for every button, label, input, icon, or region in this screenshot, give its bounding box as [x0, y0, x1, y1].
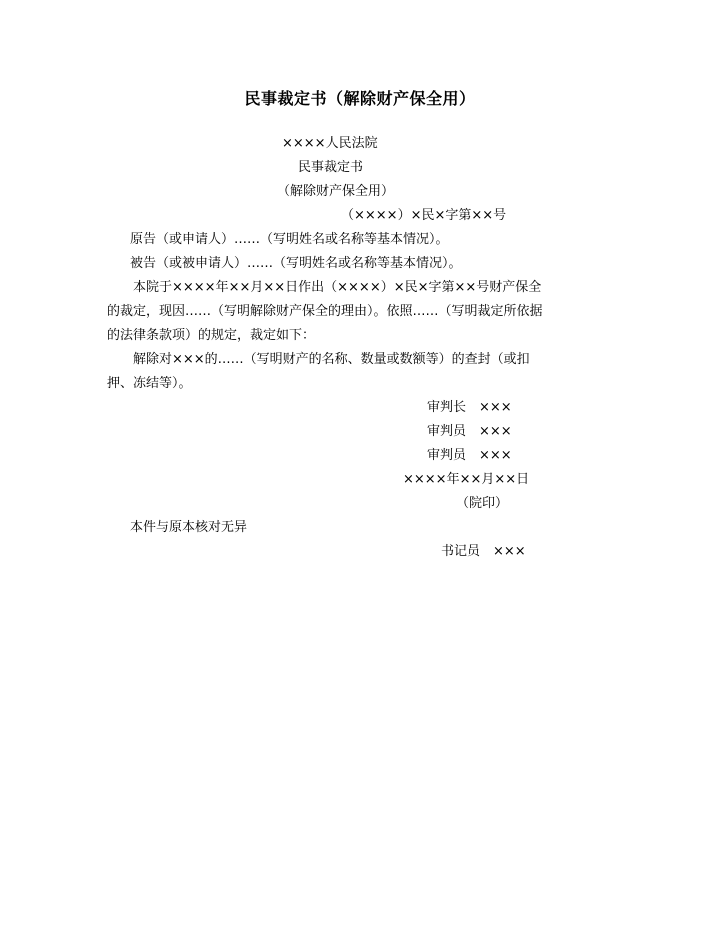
presiding-judge: 审判长 ××× [427, 400, 512, 415]
judge-2: 审判员 ××× [427, 448, 512, 463]
verification-note: 本件与原本核对无异 [130, 520, 248, 535]
ruling-paragraph: 解除对×××的……（写明财产的名称、数量或数额等）的查封（或扣押、冻结等）。 [107, 352, 530, 391]
judge-1: 审判员 ××× [427, 424, 512, 439]
court-name: ××××人民法院 [282, 136, 378, 151]
plaintiff-line: 原告（或申请人）……（写明姓名或名称等基本情况）。 [130, 232, 449, 247]
ruling-date: ××××年××月××日 [403, 472, 530, 487]
body-paragraph: 本院于××××年××月××日作出（××××）×民×字第××号财产保全的裁定，现因……（写明解除财产保全的理由）。依照……（写明裁定所依据的法律条款项）的规定，裁定如下： [107, 280, 543, 343]
case-number: （××××）×民×字第××号 [341, 208, 507, 223]
defendant-line: 被告（或被申请人）……（写明姓名或名称等基本情况）。 [130, 256, 462, 271]
document-subtype: （解除财产保全用） [277, 184, 395, 199]
document-type: 民事裁定书 [298, 160, 364, 175]
clerk-line: 书记员 ××× [441, 544, 526, 559]
court-seal: （院印） [456, 496, 509, 511]
document-title: 民事裁定书（解除财产保全用） [244, 89, 476, 108]
